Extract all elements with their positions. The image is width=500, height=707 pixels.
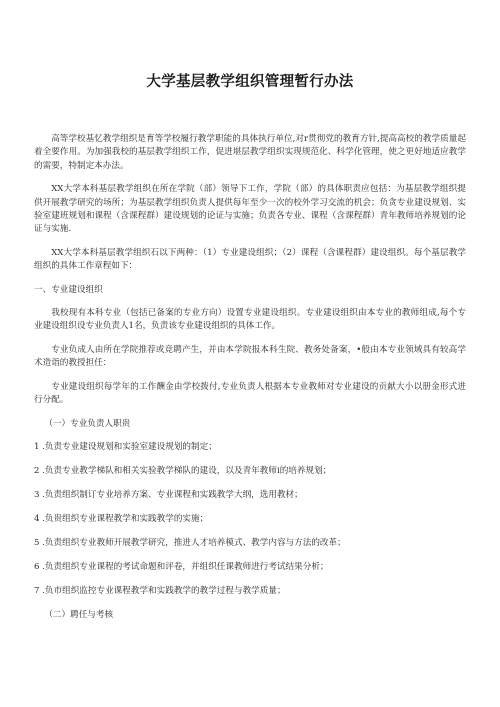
intro-paragraph-3: XX大学本科基层教学组织石以下两种：（1）专业建设组织；（2）课程（含课程群）建设组织。每个基层教学组织的具体工作章程如下： [34, 247, 466, 272]
subsection-1-heading: （一）专业负责人职贵 [44, 418, 131, 429]
document-title: 大学基层教学组织管理暂行办法 [146, 74, 354, 90]
duty-item-4: 4 .负贵组织专业课程教学和实践教学的实施； [34, 513, 209, 524]
duty-item-2: 2 .负责专业教学梯队和相关实验教学梯队的建设，以及青年教师i的培养规划； [34, 465, 332, 476]
intro-paragraph-2: XX大学本科基层教学组织在所在学院（部）领导下工作，学院（部）的具体职责应包括：为基层教学组织提供开展教学研究的场所；为基层教学组织负责人提供每年至少一次的校外学习交流的机会；负贪专业建设规划、实验室建班规划和课程（含课程群）建设规划的论证与实施；负责各专业、课程（含课程群）青年教师培养规划的论证与实施. [34, 184, 466, 235]
section-1-paragraph-1: 我校现有本科专业（包括已备案的专业方向）设置专业建设组织。专业建设组织由本专业的教师组成,每个专业建设组织设专业负责人1名，负责该专业建设组织的具体工作。 [34, 308, 466, 332]
section-1-paragraph-2: 专业负成人由所在学院推荐或竞聘产生，并由本学院报本科生院、教务处备案，•般由本专业领域具有较高学术造诣的教授担任： [34, 344, 466, 369]
duty-item-5: 5 .负责组织专业教师开展教学研究，推进人才培养模式、教学内容与方法的改革； [34, 537, 346, 548]
duty-item-1: 1 .负责专业建设规划和实验室建设规划的制定； [34, 441, 217, 452]
section-1-paragraph-3: 专业建设组织每学年的工作酬金由学校拨付,专业负责人根据本专业教师对专业建设的贡献大小以册金形式进行分配。 [34, 381, 466, 406]
duty-item-7: 7 .负市组织监控专业课程教学和实践教学的教学过程与教学质量； [34, 585, 286, 596]
duty-item-3: 3 .负责组织制订专业培养方案、专业课程和实践教学大纲，选用教材； [34, 489, 303, 500]
duty-item-6: 6 .负责组织专业课程的考试命题和评卷，并组织任课教师进行考试结果分析； [34, 561, 329, 572]
subsection-2-heading: （二）聘任与考核 [44, 609, 114, 620]
intro-paragraph-1: 高等学校基忆教学组织是育等学校履行教学职能的具体执行单位,对r贯彻党的教育方针,提高高校的教学质量起着全要作用。为加强我校的基层教学组织工作，促进堪层教学组织实现规范化、科学化管理，使之更好地适应教学的需要，特制定本办法。 [34, 134, 466, 171]
duties-list [34, 441, 466, 598]
section-1-heading: 一、专业建设组织 [34, 284, 103, 295]
